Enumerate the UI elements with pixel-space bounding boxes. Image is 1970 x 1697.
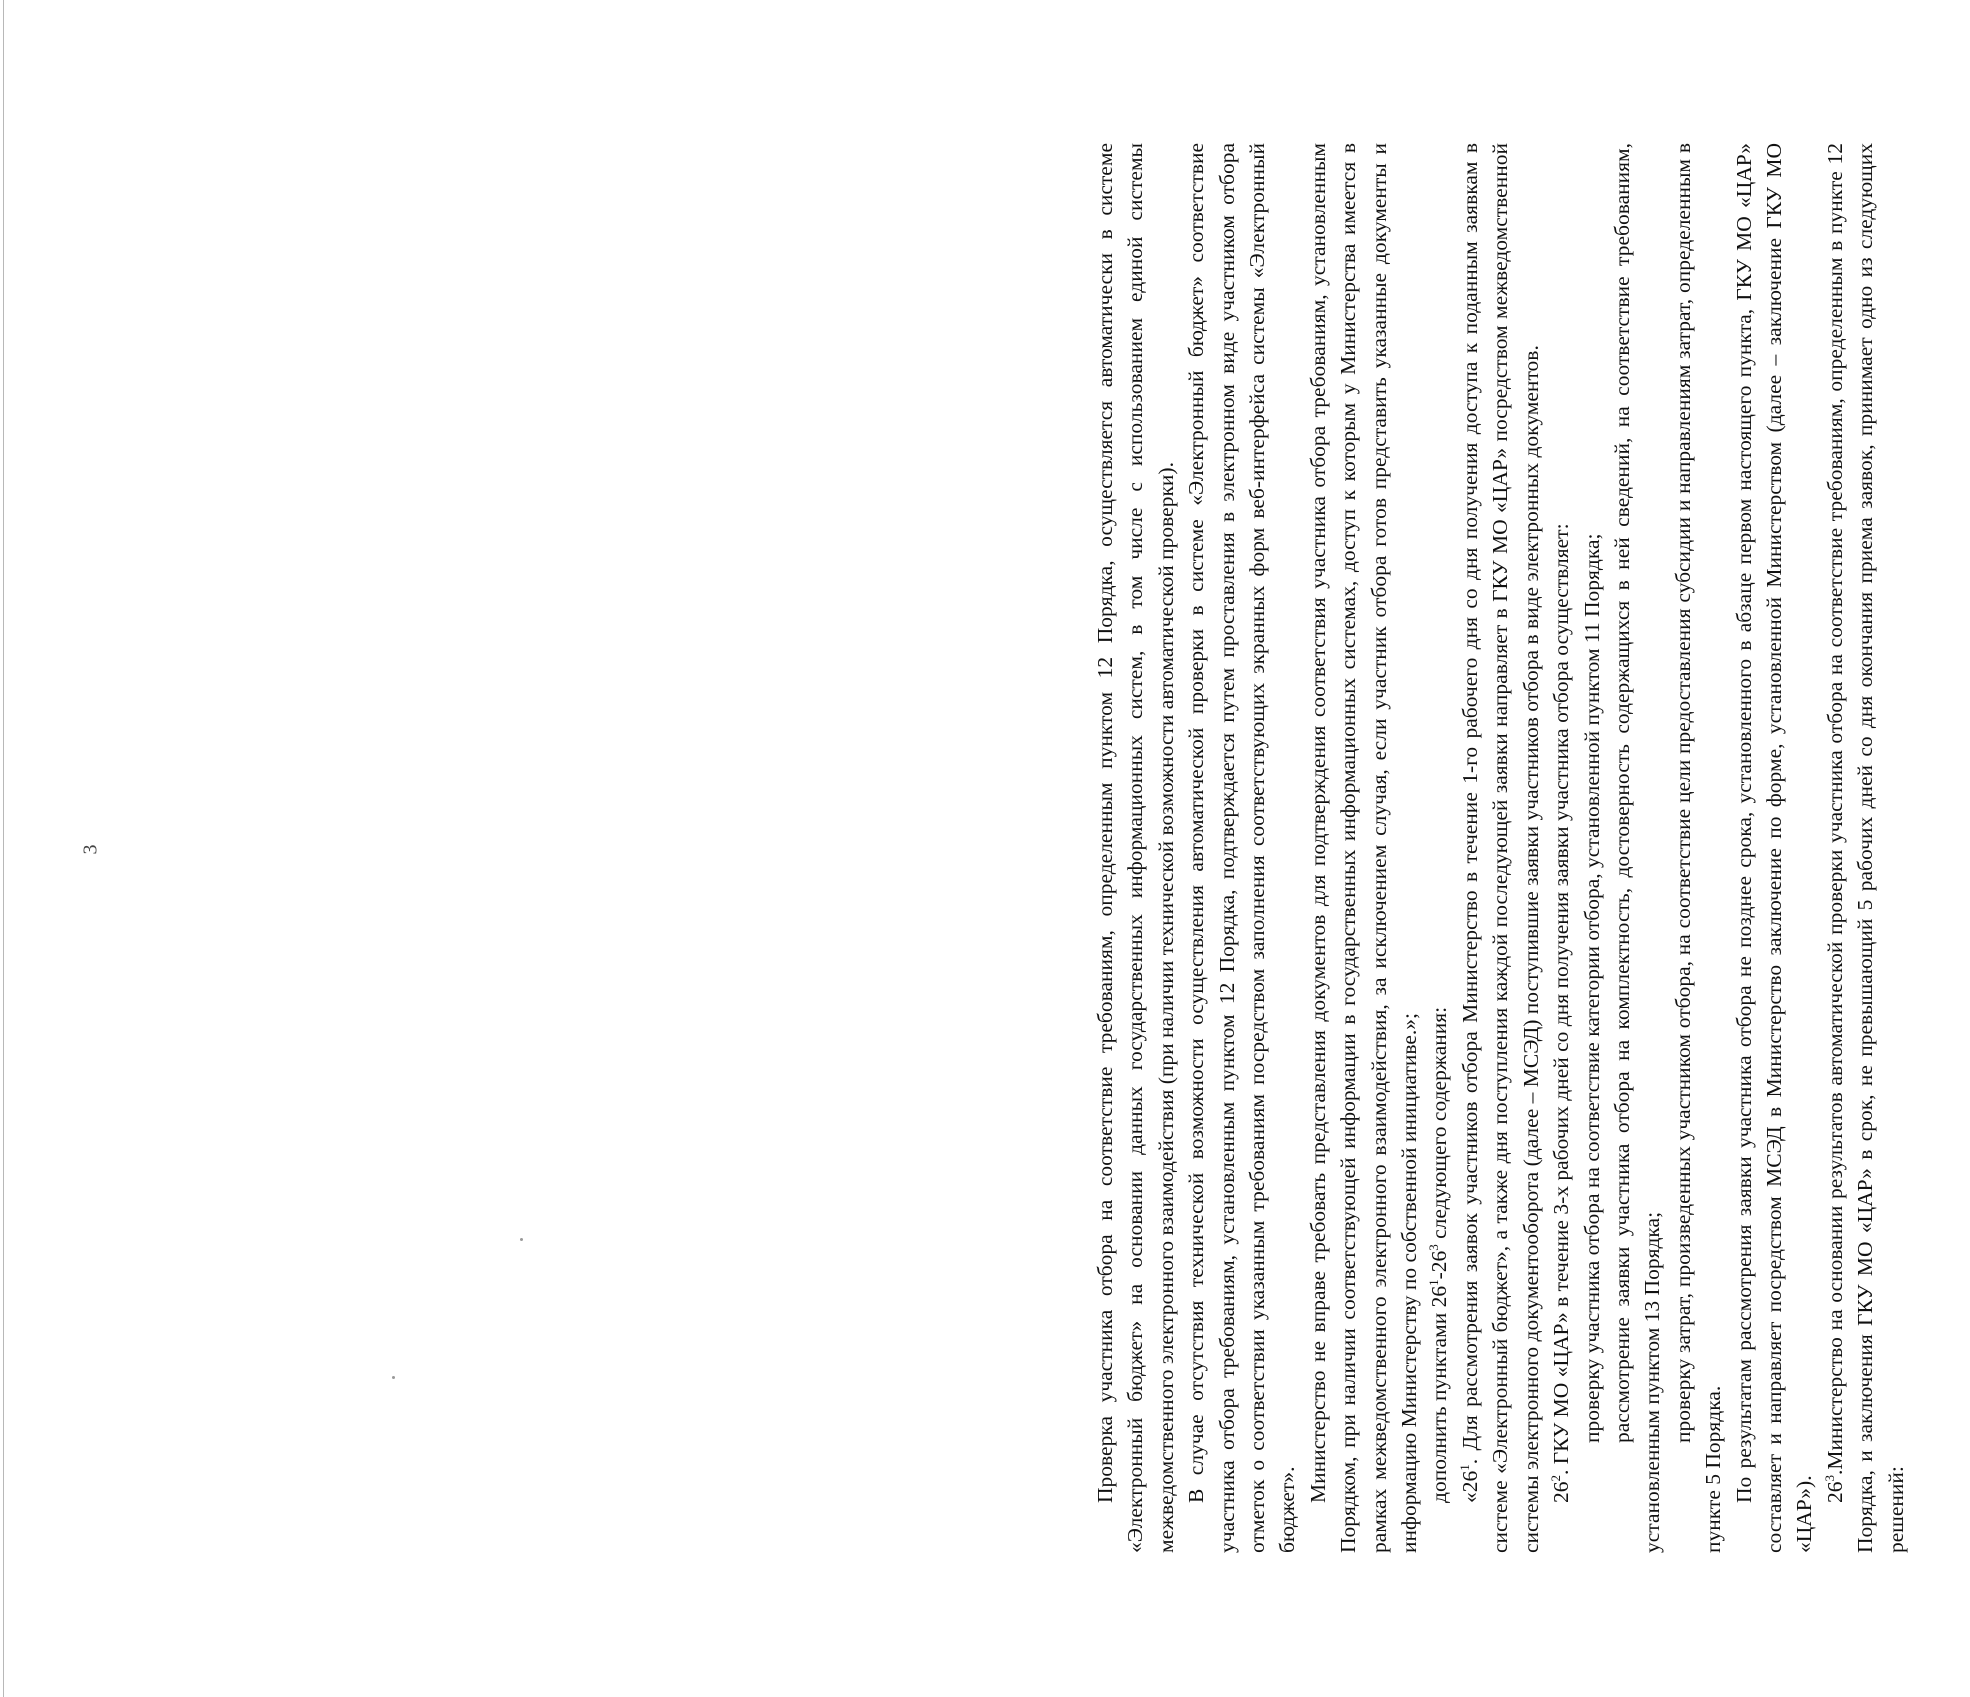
text-run: . ГКУ МО «ЦАР» в течение 3-х рабочих дней со дня получения заявки участника отбора осуществляет:	[1549, 523, 1574, 1475]
paragraph: проверку затрат, произведенных участником отбора, на соответствие цели предоставления субсидии и направлениям затрат, определенным в пункте 5 Порядка.	[1670, 143, 1726, 1553]
text-run: .Министерство на основании результатов автоматической проверки участника отбора на соответствие требованиям, определенным в пункте 12 Порядка, и заключения ГКУ МО «ЦАР» в срок, не превышающий 5 рабочих дней со дня окончания приема заявок, принимает одно из следующих решений:	[1822, 143, 1908, 1553]
superscript: 3	[1426, 1244, 1442, 1251]
superscript: 2	[1547, 1475, 1563, 1482]
page-edge-line	[3, 0, 4, 1697]
paragraph: Министерство не вправе требовать представления документов для подтверждения соответствия участника отбора требованиям, установленным Порядком, при наличии соответствующей информации в государственных информационных системах, доступ к которым у Министерства имеется в рамках межведомственного электронного взаимодействия, за исключением случая, если участник отбора готов представить указанные документы и информацию Министерству по собственной инициативе.»;	[1305, 143, 1422, 1553]
superscript: 1	[1426, 1279, 1442, 1286]
paragraph: По результатам рассмотрения заявки участника отбора не позднее срока, установленного в абзаце первом настоящего пункта, ГКУ МО «ЦАР» составляет и направляет посредством МСЭД в Министерство заключение по форме, установленной Министерством (далее – заключение ГКУ МО «ЦАР»).	[1731, 143, 1817, 1553]
text-run: -26	[1427, 1250, 1452, 1280]
paragraph: В случае отсутствия технической возможности осуществления автоматической проверки в системе «Электронный бюджет» соответствие участника отбора требованиям, установленным пунктом 12 Порядка, подтверждается путем проставления в электронном виде участником отбора отметок о соответствии указанным требованиям посредством заполнения соответствующих экранных форм веб-интерфейса системы «Электронный бюджет».	[1184, 143, 1300, 1553]
paragraph-26-3	[1820, 143, 1911, 1553]
text-run: 26	[1549, 1481, 1574, 1503]
superscript: 1	[1456, 1464, 1472, 1471]
text-run: . Для рассмотрения заявок участников отбора Министерство в течение 1-го рабочего дня со дня получения доступа к поданным заявкам в системе «Электронный бюджет», а также дня поступления каждой последующей заявки направляет в ГКУ МО «ЦАР» посредством межведомственной системы электронного документооборота (далее – МСЭД) поступившие заявки участников отбора в виде электронных документов.	[1457, 143, 1543, 1553]
document-body	[1090, 143, 1911, 1553]
text-run: следующего содержания:	[1427, 1006, 1452, 1245]
paragraph-26-2	[1546, 143, 1576, 1553]
paragraph: Проверка участника отбора на соответствие требованиям, определенным пунктом 12 Порядка, осуществляется автоматически в системе «Электронный бюджет» на основании данных государственных информационных систем, в том числе с использованием единой системы межведомственного электронного взаимодействия (при наличии технической возможности автоматической проверки).	[1093, 143, 1178, 1553]
page-number: 3	[79, 844, 102, 855]
scan-speck	[392, 1376, 395, 1379]
paragraph-26-1	[1455, 143, 1546, 1553]
paragraph-amendment-intro	[1424, 143, 1454, 1553]
superscript: 3	[1821, 1475, 1837, 1482]
paragraph: проверку участника отбора на соответствие категории отбора, установленной пунктом 11 Порядка;	[1579, 533, 1604, 1443]
scan-speck	[520, 1238, 523, 1241]
text-run: 26	[1822, 1481, 1847, 1503]
text-run: дополнить пунктами 26	[1427, 1285, 1452, 1503]
rotated-page-content	[1090, 143, 1970, 1553]
text-run: «26	[1457, 1470, 1482, 1503]
paragraph: рассмотрение заявки участника отбора на комплектность, достоверность содержащихся в ней сведений, на соответствие требованиям, установленным пунктом 13 Порядка;	[1609, 143, 1665, 1553]
